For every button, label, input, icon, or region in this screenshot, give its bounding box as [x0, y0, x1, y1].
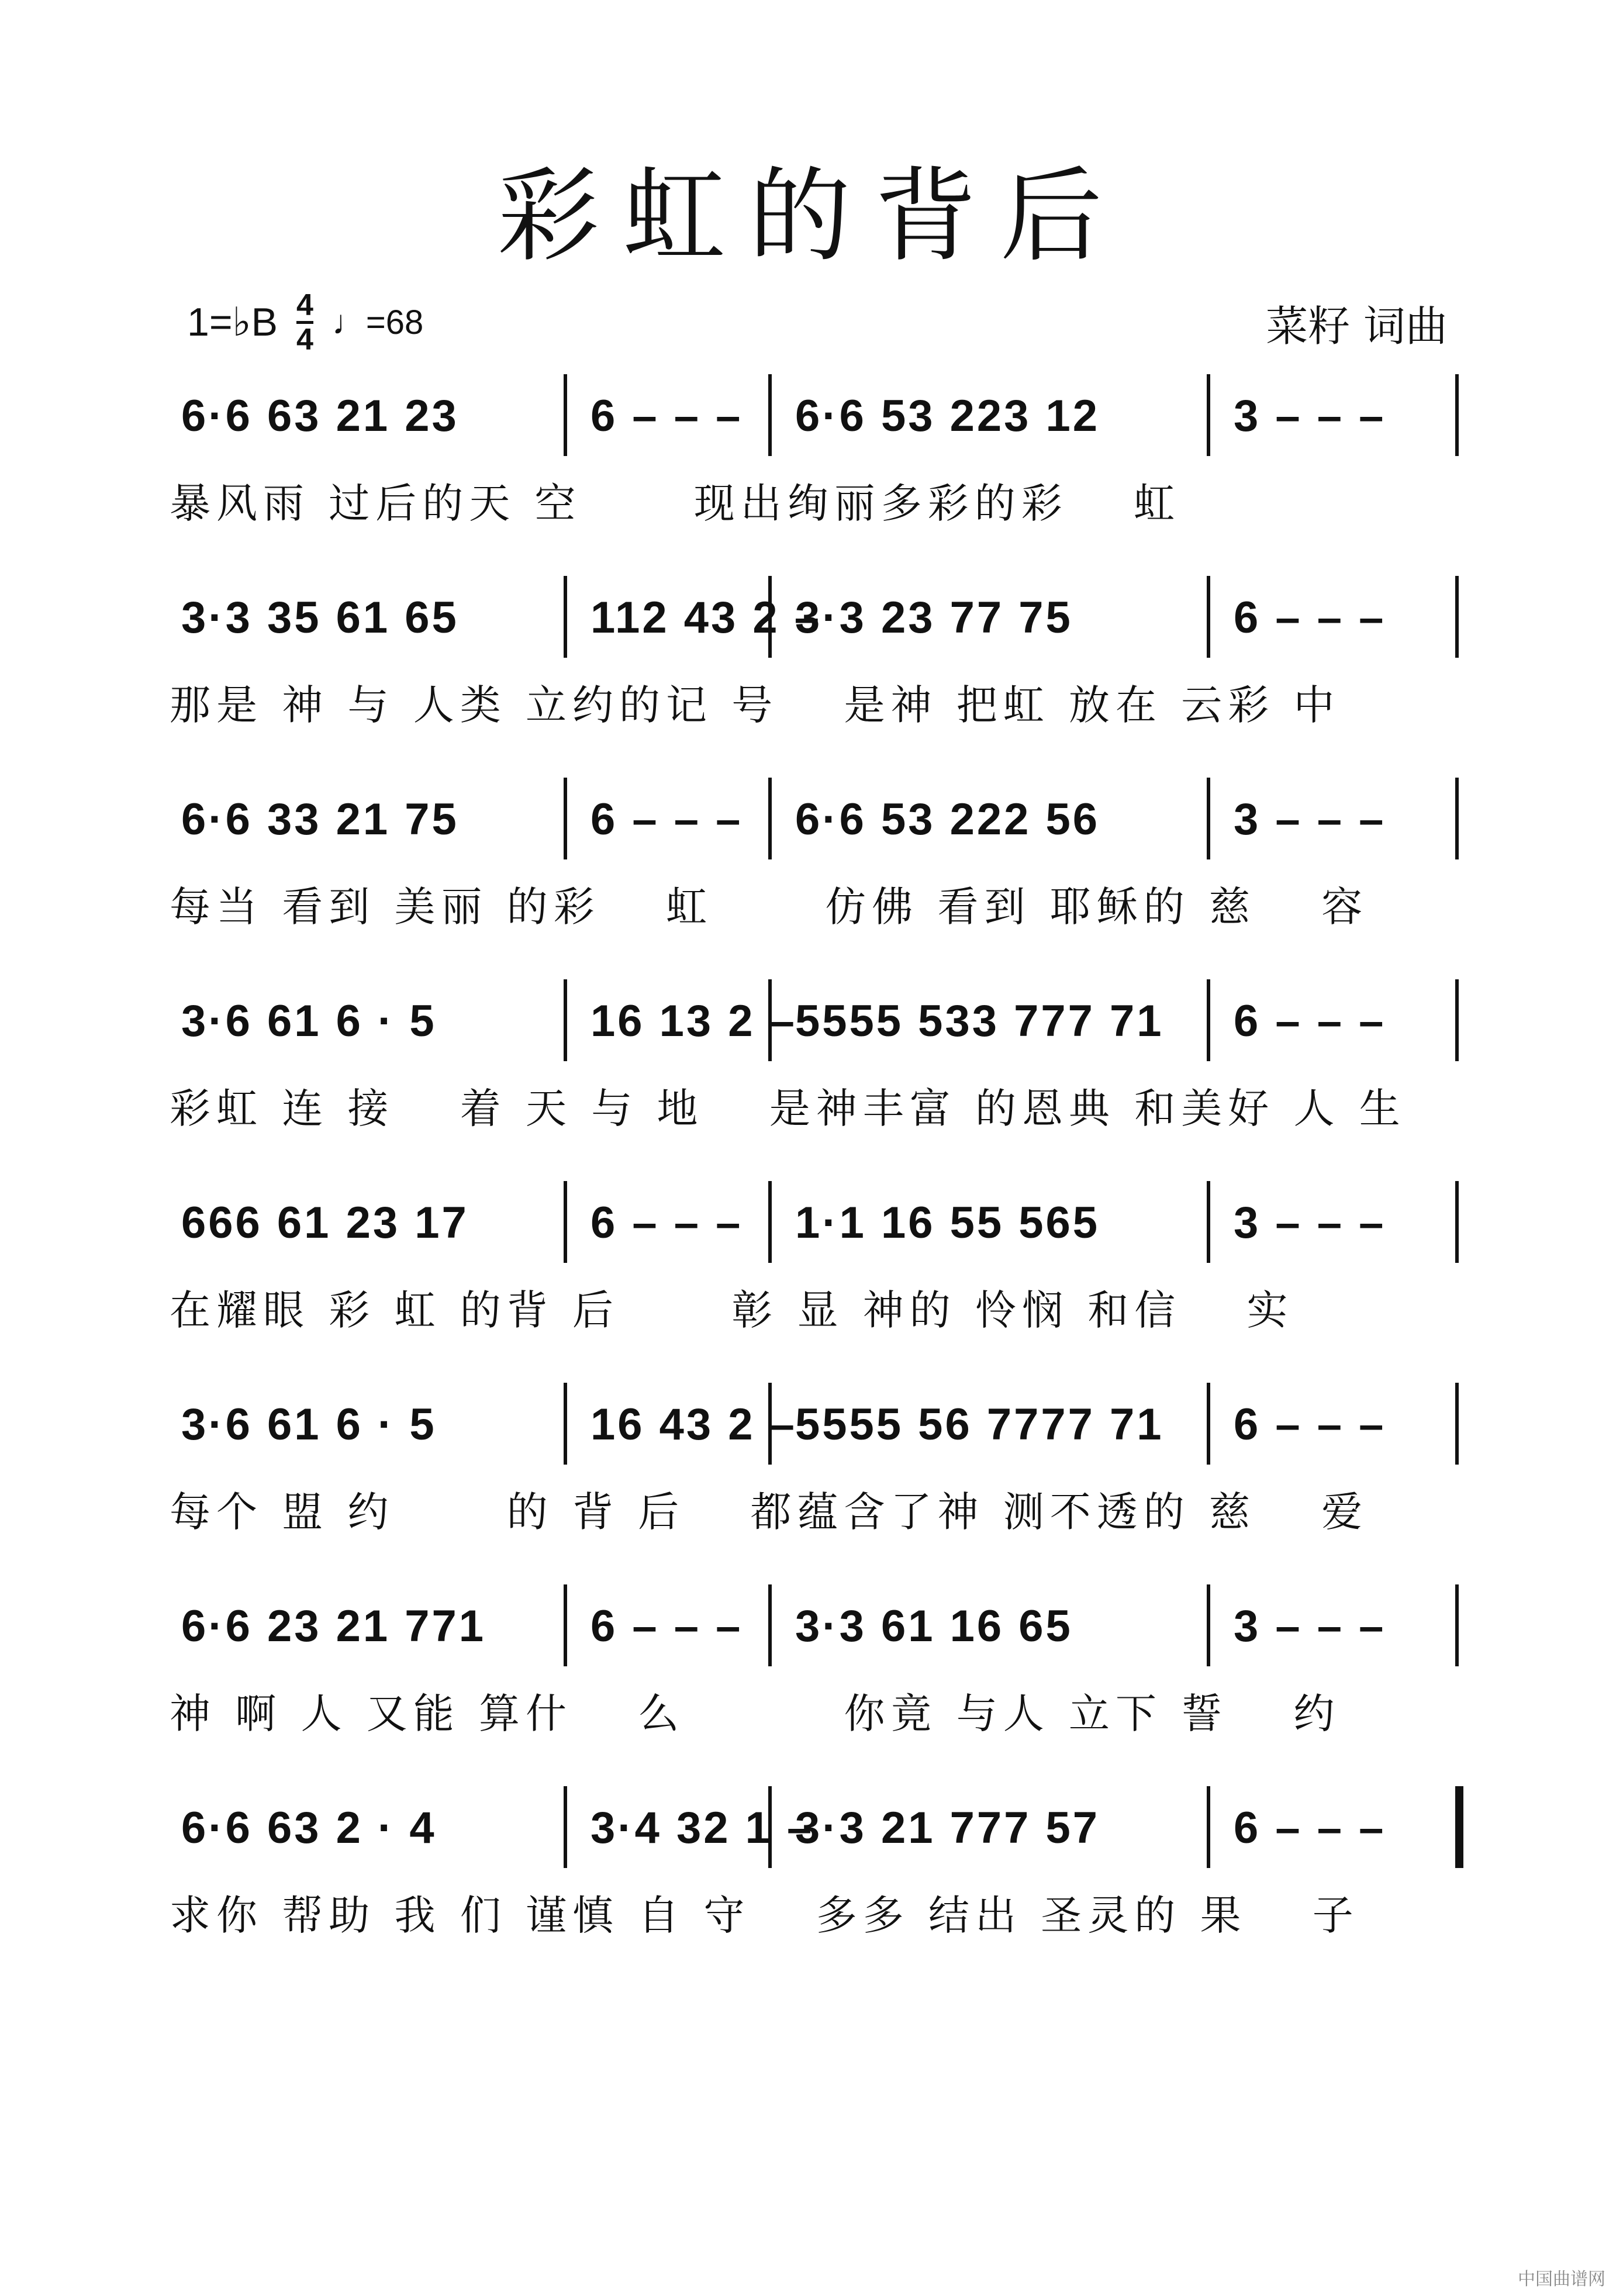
staff-line	[170, 1786, 1459, 1868]
score-system	[170, 1181, 1459, 1368]
measure-notes: 3 – – –	[1234, 795, 1386, 844]
measure-notes: 6 – – –	[1234, 996, 1386, 1046]
measure-notes: 6·6 23 21 771	[181, 1601, 486, 1651]
watermark: 中国曲谱网	[1518, 2269, 1605, 2290]
staff-line	[170, 979, 1459, 1061]
barline	[1207, 1786, 1210, 1868]
staff-line	[170, 374, 1459, 456]
measure-notes: 666 61 23 17	[181, 1198, 469, 1248]
measure-notes: 3·3 23 77 75	[795, 593, 1073, 643]
barline	[564, 1786, 567, 1868]
score-system	[170, 1584, 1459, 1772]
barline	[1207, 374, 1210, 456]
lyrics-line: 求你 帮助 我 们 谨慎 自 守 多多 结出 圣灵的 果 子	[170, 1891, 1359, 1939]
measure-notes: 6 – – –	[591, 795, 743, 844]
staff-line	[170, 778, 1459, 859]
score-system	[170, 778, 1459, 965]
staff-line	[170, 1181, 1459, 1263]
barline	[564, 778, 567, 859]
barline	[768, 1584, 772, 1666]
barline	[1455, 979, 1459, 1061]
barline	[1455, 374, 1459, 456]
barline	[1207, 1181, 1210, 1263]
measure-notes: 3·3 21 777 57	[795, 1803, 1100, 1853]
measure-notes: 3·4 32 1 –	[591, 1803, 814, 1853]
lyrics-line: 暴风雨 过后的天 空 现出绚丽多彩的彩 虹	[170, 479, 1181, 527]
measure-notes: 3 – – –	[1234, 391, 1386, 441]
lyrics-line: 那是 神 与 人类 立约的记 号 是神 把虹 放在 云彩 中	[170, 681, 1341, 729]
barline	[1455, 778, 1459, 859]
score-system	[170, 979, 1459, 1166]
score-system	[170, 374, 1459, 561]
barline	[1455, 1383, 1459, 1465]
barline	[1455, 1786, 1463, 1868]
measure-notes: 1·1 16 55 565	[795, 1198, 1100, 1248]
measure-notes: 3 – – –	[1234, 1601, 1386, 1651]
key-signature: 1=♭B	[187, 300, 278, 344]
barline	[564, 1181, 567, 1263]
score-system	[170, 576, 1459, 763]
key-tempo-info	[187, 289, 423, 355]
barline	[1455, 1181, 1459, 1263]
measure-notes: 5555 56 7777 71	[795, 1400, 1164, 1449]
measure-notes: 6 – – –	[1234, 1803, 1386, 1853]
barline	[564, 576, 567, 658]
measure-notes: 6 – – –	[591, 1601, 743, 1651]
staff-line	[170, 1383, 1459, 1465]
barline	[564, 1383, 567, 1465]
time-signature-top: 4	[296, 289, 313, 324]
time-signature-bottom: 4	[296, 323, 313, 357]
measure-notes: 6·6 63 2 · 4	[181, 1803, 437, 1853]
staff-line	[170, 576, 1459, 658]
measure-notes: 16 43 2 –	[591, 1400, 797, 1449]
barline	[564, 1584, 567, 1666]
measure-notes: 6 – – –	[1234, 593, 1386, 643]
barline	[1207, 1383, 1210, 1465]
measure-notes: 6 – – –	[1234, 1400, 1386, 1449]
tempo-marking: ♩=68	[331, 303, 424, 341]
measure-notes: 112 43 2 –	[591, 593, 822, 643]
barline	[768, 1181, 772, 1263]
measure-notes: 3 – – –	[1234, 1198, 1386, 1248]
score-system	[170, 1786, 1459, 1973]
measure-notes: 3·6 61 6 · 5	[181, 996, 437, 1046]
lyrics-line: 在耀眼 彩 虹 的背 后 彰 显 神的 怜悯 和信 实	[170, 1286, 1294, 1334]
barline	[768, 778, 772, 859]
time-signature	[296, 289, 313, 355]
barline	[564, 979, 567, 1061]
measure-notes: 3·6 61 6 · 5	[181, 1400, 437, 1449]
measure-notes: 6·6 33 21 75	[181, 795, 459, 844]
measure-notes: 3·3 35 61 65	[181, 593, 459, 643]
measure-notes: 3·3 61 16 65	[795, 1601, 1073, 1651]
song-title: 彩虹的背后	[497, 157, 1126, 276]
measure-notes: 5555 533 777 71	[795, 996, 1164, 1046]
measure-notes: 6·6 53 222 56	[795, 795, 1100, 844]
barline	[1207, 778, 1210, 859]
measure-notes: 6 – – –	[591, 1198, 743, 1248]
lyrics-line: 神 啊 人 又能 算什 么 你竟 与人 立下 誓 约	[170, 1690, 1341, 1738]
staff-line	[170, 1584, 1459, 1666]
score-system	[170, 1383, 1459, 1570]
barline	[1455, 576, 1459, 658]
lyrics-line: 每个 盟 约 的 背 后 都蕴含了神 测不透的 慈 爱	[170, 1488, 1369, 1536]
barline	[1207, 979, 1210, 1061]
barline	[564, 374, 567, 456]
lyrics-line: 彩虹 连 接 着 天 与 地 是神丰富 的恩典 和美好 人 生	[170, 1085, 1406, 1133]
measure-notes: 6 – – –	[591, 391, 743, 441]
measure-notes: 6·6 63 21 23	[181, 391, 459, 441]
barline	[1455, 1584, 1459, 1666]
barline	[1207, 576, 1210, 658]
lyrics-line: 每当 看到 美丽 的彩 虹 仿佛 看到 耶稣的 慈 容	[170, 883, 1369, 931]
measure-notes: 6·6 53 223 12	[795, 391, 1100, 441]
credit: 菜籽 词曲	[1266, 302, 1448, 351]
measure-notes: 16 13 2 –	[591, 996, 797, 1046]
barline	[1207, 1584, 1210, 1666]
barline	[768, 374, 772, 456]
